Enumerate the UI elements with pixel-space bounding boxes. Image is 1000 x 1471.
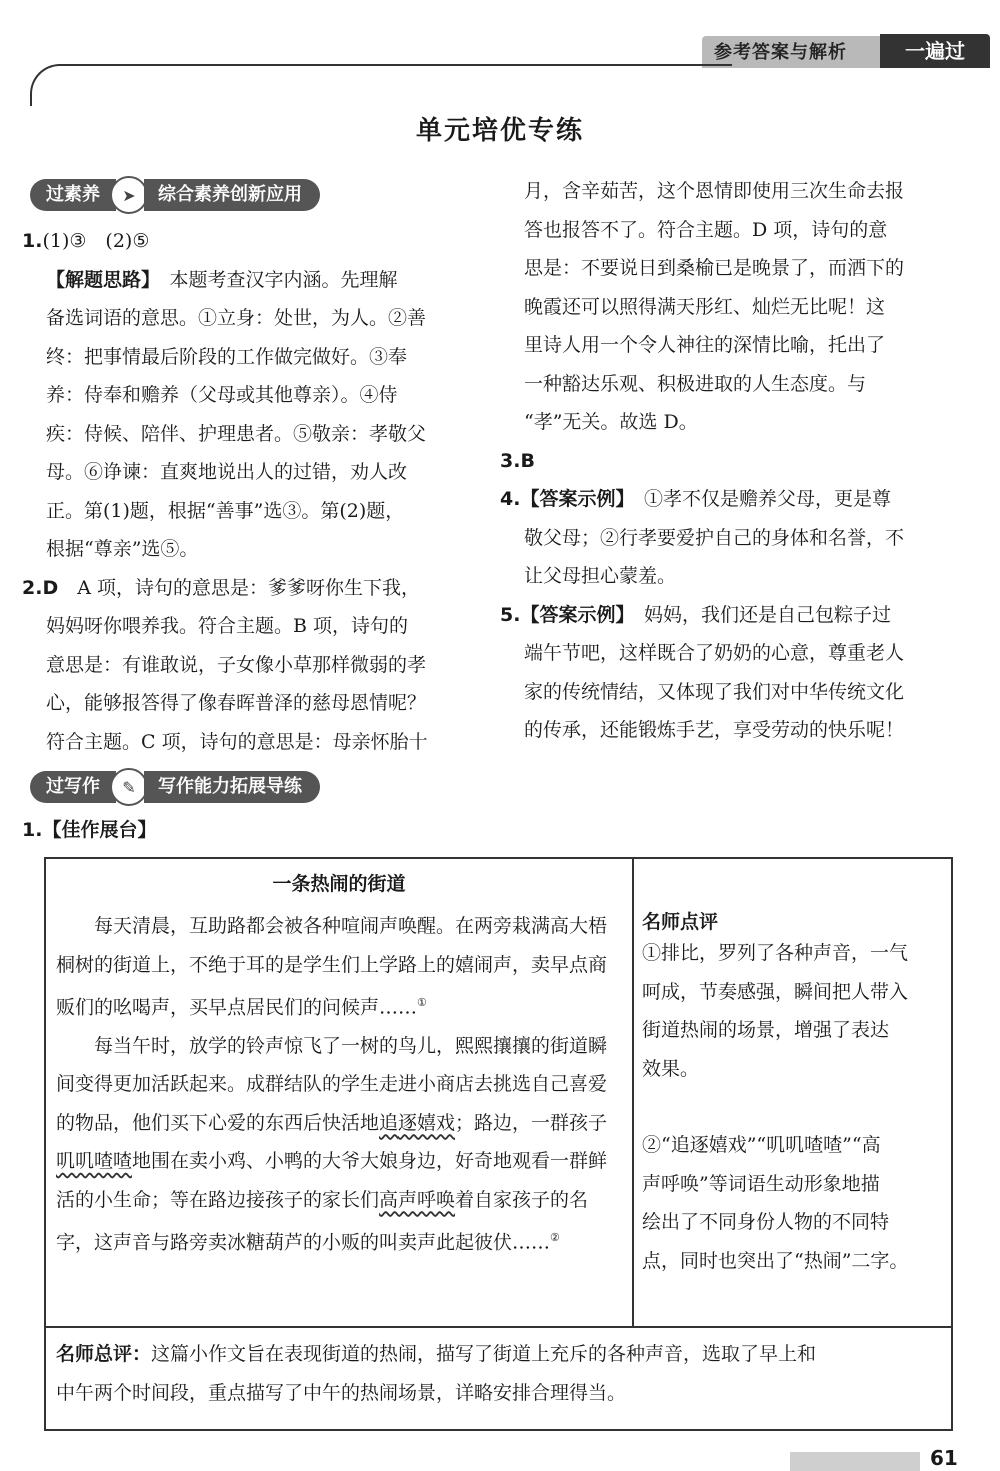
highlighted-phrase: 高声呼唤 — [379, 1188, 456, 1211]
q2-number: 2. — [22, 576, 43, 599]
review-line: 声呼唤”等词语生动形象地描 — [642, 1172, 880, 1195]
summary-line: 这篇小作文旨在表现街道的热闹，描写了街道上充斥的各种声音，选取了早上和 — [151, 1343, 817, 1365]
right-column — [500, 172, 970, 750]
essay-text: 着自家孩子的名字，这声音与路旁卖 — [56, 1188, 589, 1254]
writing-q1 — [22, 811, 422, 850]
q2-line: A 项，诗句的意思是：爹爹呀你生下我， — [77, 576, 421, 599]
q1-answer: (1)③ (2)⑤ — [42, 230, 150, 252]
q1-bracket: 【解题思路】 — [46, 268, 151, 291]
q1-line: 本题考查汉字内涵。先理解 — [169, 268, 398, 291]
essay-text: 声…… — [360, 996, 418, 1019]
footer-bar — [790, 1452, 920, 1471]
review-line: ②“追逐嬉戏”“叽叽喳喳”“高 — [642, 1134, 881, 1156]
section-pill: 过素养 — [30, 179, 116, 211]
q1-line: 母。⑥诤谏：直爽地说出人的过错，劝人改 — [46, 461, 408, 483]
summary — [56, 1335, 946, 1412]
q4-line: ①孝不仅是赡养父母，更是尊 — [643, 488, 891, 510]
page-number: 61 — [930, 1446, 958, 1470]
left-column — [22, 222, 488, 761]
column-divider — [632, 859, 634, 1326]
q5-line: 家的传统情结，又体现了我们对中华传统文化 — [524, 680, 905, 703]
highlighted-phrase: 逐嬉戏 — [398, 1111, 456, 1134]
row-divider — [46, 1326, 951, 1328]
section-subtitle: 写作能力拓展导练 — [144, 771, 320, 803]
page-title: 单元培优专练 — [415, 116, 584, 146]
q2-cont-line: 答也报答不了。符合主题。D 项，诗句的意 — [524, 218, 888, 241]
section-pill: 过写作 — [30, 771, 116, 803]
q2-line: 意思是：有谁敢说，子女像小草那样微弱的孝 — [46, 653, 427, 676]
essay-box — [44, 857, 953, 1431]
w1-number: 1. — [22, 819, 43, 841]
q1-line: 终：把事情最后阶段的工作做完做好。③奉 — [46, 345, 408, 368]
q1-line: 正。第(1)题，根据“善事”选③。第(2)题， — [46, 499, 405, 522]
q2-cont-line: 月，含辛茹苦，这个恩情即使用三次生命去报 — [524, 180, 905, 202]
summary-label: 名师总评： — [56, 1343, 152, 1365]
essay-body — [56, 907, 624, 1262]
q1-number: 1. — [22, 230, 43, 252]
essay-text: 爷大娘身边，好奇地观看一群鲜活的小生命；等在路边接孩 — [56, 1150, 608, 1211]
review-line: ①排比，罗列了各种声音，一气 — [642, 942, 909, 964]
header-label: 参考答案与解析 — [714, 42, 847, 63]
q2-cont-line: “孝”无关。故选 D。 — [524, 411, 698, 433]
essay-text: 嬉闹声，卖早点商贩们的吆喝声，买早点居民们的问候 — [56, 953, 608, 1019]
q5-line: 的传承，还能锻炼手艺，享受劳动的快乐呢！ — [524, 719, 905, 741]
q5-number: 5. — [500, 603, 521, 626]
review-line: 呵成，节奏感强，瞬间把人带入 — [642, 980, 909, 1003]
q2-cont-line: 一种豁达乐观、积极进取的人生态度。与 — [524, 372, 867, 395]
essay-text: ；路边，一群孩子 — [455, 1111, 608, 1134]
q4-line: 敬父母；②行孝要爱护自己的身体和名誉，不 — [524, 526, 905, 549]
q2-letter: D — [42, 576, 59, 599]
essay-text: 街道瞬间变得更加活跃起来。成群结队的学生走进小商店 — [56, 1034, 608, 1096]
q4-line: 让父母担心蒙羞。 — [524, 565, 677, 587]
essay-title: 一条热闹的街道 — [272, 873, 406, 895]
q5-bracket: 【答案示例】 — [520, 603, 625, 626]
q4-bracket: 【答案示例】 — [520, 488, 625, 510]
section-bar-2 — [30, 770, 320, 804]
q3-number: 3. — [500, 449, 521, 472]
essay-text: 去挑选自己喜爱的物品，他们买下心爱的东西后快活地 — [56, 1073, 608, 1134]
paper-plane-icon: ➤ — [110, 176, 148, 214]
q1-line: 备选词语的意思。①立身：处世，为人。②善 — [46, 307, 427, 329]
q2-line: 符合主题。C 项，诗句的意思是：母亲怀胎十 — [46, 730, 428, 753]
q2-cont-line: 思是：不要说日到桑榆已是晚景了，而洒下的 — [524, 257, 905, 279]
q2-cont-line: 里诗人用一个令人神往的深情比喻，托出了 — [524, 334, 886, 356]
q2-cont-line: 晚霞还可以照得满天彤红、灿烂无比呢！这 — [524, 295, 886, 318]
review-column — [642, 907, 944, 1280]
highlighted-phrase: 叽叽喳喳 — [56, 1150, 133, 1173]
essay-text: 每当午时，放学的铃声惊飞了一树的鸟儿，熙熙攘攘的 — [94, 1034, 551, 1057]
q5-line: 端午节吧，这样既合了奶奶的心意，尊重老人 — [524, 642, 905, 664]
section-bar-1 — [30, 178, 320, 212]
annotation-mark: ① — [417, 996, 427, 1009]
essay-text: 每天清晨，互助路都会被各种喧闹声唤醒。在两旁栽 — [94, 915, 532, 937]
review-line: 绘出了不同身份人物的不同特 — [642, 1211, 890, 1233]
q1-line: 疾：侍候、陪伴、护理患者。⑤敬亲：孝敬父 — [46, 422, 427, 445]
q3-letter: B — [520, 449, 535, 472]
q2-line: 心，能够报答得了像春晖普泽的慈母恩情呢？ — [46, 692, 427, 714]
q1-line: 养：侍奉和赡养（父母或其他尊亲）。④侍 — [46, 384, 398, 406]
section-subtitle: 综合素养创新应用 — [144, 179, 320, 211]
q1-line: 根据“尊亲”选⑤。 — [46, 538, 199, 560]
header-brand: 一遍过 — [880, 34, 990, 68]
pencil-icon: ✎ — [110, 768, 148, 806]
q5-line: 妈妈，我们还是自己包粽子过 — [643, 603, 891, 626]
essay-text: 满高大梧桐树的街道上，不绝于耳的是学生们上学路上的 — [56, 915, 608, 976]
essay-text: 子的家长们 — [284, 1188, 380, 1211]
summary-line: 中午两个时间段，重点描写了中午的热闹场景，详略安排合理得当。 — [56, 1381, 627, 1404]
review-title: 名师点评 — [642, 911, 719, 933]
header-rule — [30, 64, 732, 106]
review-line: 效果。 — [642, 1057, 700, 1080]
w1-bracket: 【佳作展台】 — [42, 819, 157, 841]
q4-number: 4. — [500, 488, 521, 510]
essay-text: 冰糖葫芦的小贩的叫卖声此起彼伏…… — [227, 1231, 551, 1254]
essay-text: 地围在卖小鸡、小鸭的大 — [132, 1150, 342, 1173]
q2-line: 妈妈呀你喂养我。符合主题。B 项，诗句的 — [46, 615, 409, 637]
highlighted-phrase: 追 — [379, 1111, 399, 1134]
review-line: 点，同时也突出了“热闹”二字。 — [642, 1249, 909, 1272]
review-line: 街道热闹的场景，增强了表达 — [642, 1019, 890, 1041]
annotation-mark: ② — [550, 1231, 560, 1245]
